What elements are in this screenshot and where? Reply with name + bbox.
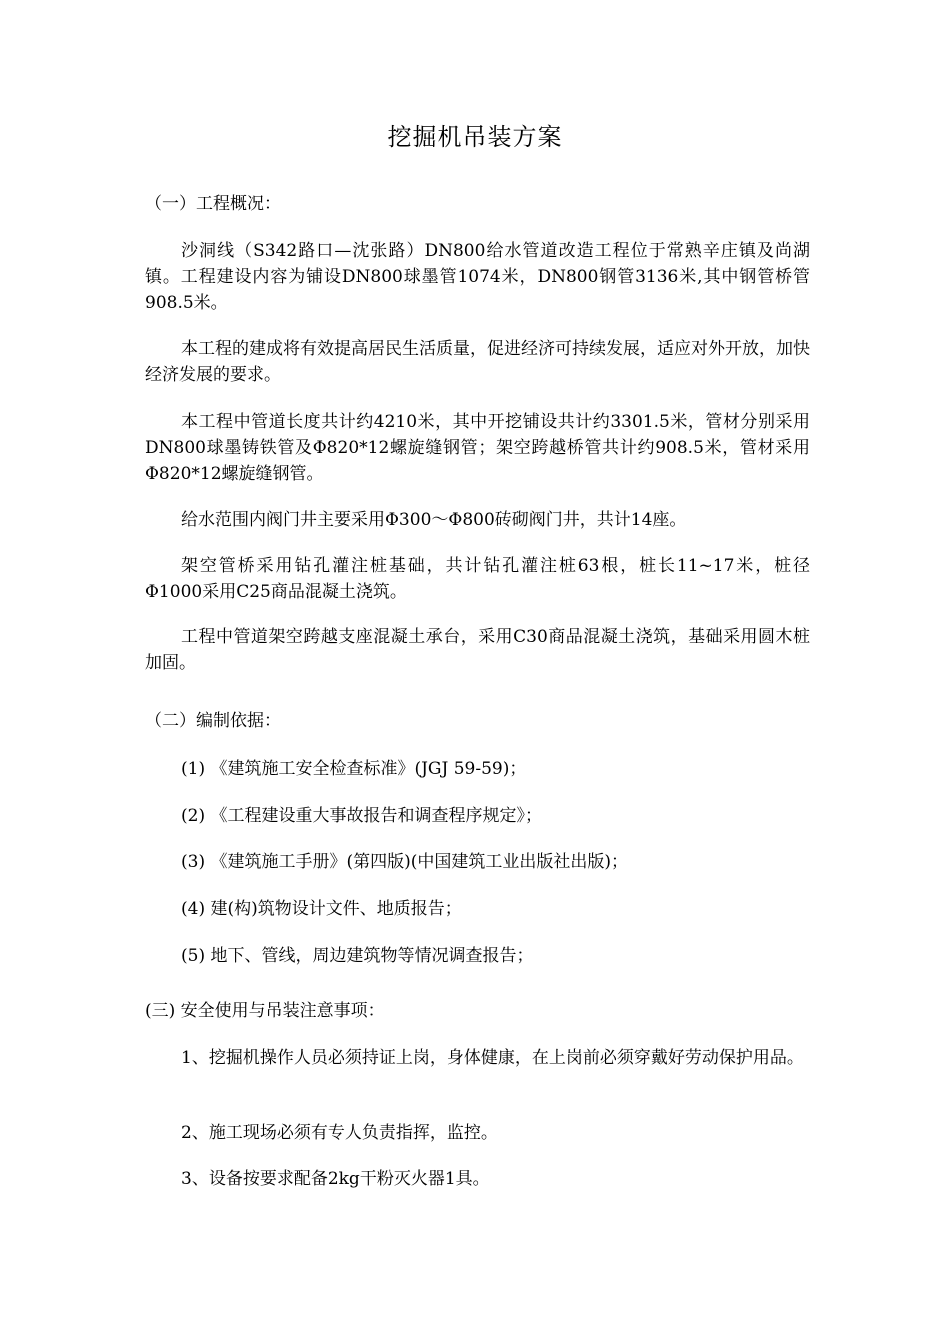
paragraph-project-location: 沙洞线（S342路口—沈张路）DN800给水管道改造工程位于常熟辛庄镇及尚湖镇。工程建设内容为铺设DN800球墨管1074米，DN800钢管3136米,其中钢管桥管908.5米。 bbox=[145, 241, 810, 313]
paragraph-pile-foundation: 架空管桥采用钻孔灌注桩基础，共计钻孔灌注桩63根，桩长11~17米，桩径Φ1000采用C25商品混凝土浇筑。 bbox=[145, 556, 810, 602]
paragraph-valve-wells: 给水范围内阀门井主要采用Φ300～Φ800砖砌阀门井，共计14座。 bbox=[181, 510, 687, 530]
paragraph-project-benefits: 本工程的建成将有效提高居民生活质量，促进经济可持续发展，适应对外开放，加快经济发展的要求。 bbox=[145, 339, 810, 385]
basis-list-item: (5) 地下、管线，周边建筑物等情况调查报告； bbox=[181, 946, 534, 966]
paragraph-pipeline-length: 本工程中管道长度共计约4210米，其中开挖铺设共计约3301.5米，管材分别采用DN800球墨铸铁管及Φ820*12螺旋缝钢管；架空跨越桥管共计约908.5米，管材采用Φ820*12螺旋缝钢管。 bbox=[145, 412, 810, 484]
basis-list-item: (4) 建(构)筑物设计文件、地质报告； bbox=[181, 899, 462, 919]
basis-list-item: (2) 《工程建设重大事故报告和调查程序规定》； bbox=[181, 806, 542, 826]
basis-list-item: (1) 《建筑施工安全检查标准》(JGJ 59-59)； bbox=[181, 759, 527, 779]
basis-list-item: (3) 《建筑施工手册》(第四版)(中国建筑工业出版社出版)； bbox=[181, 852, 629, 872]
paragraph-bearing-platform: 工程中管道架空跨越支座混凝土承台，采用C30商品混凝土浇筑，基础采用圆木桩加固。 bbox=[145, 627, 810, 673]
section-heading-safety: (三) 安全使用与吊装注意事项： bbox=[145, 1001, 385, 1021]
section-heading-overview: （一）工程概况： bbox=[145, 194, 281, 214]
paragraph-safety-supervision: 2、施工现场必须有专人负责指挥，监控。 bbox=[181, 1123, 498, 1143]
section-heading-basis: （二）编制依据： bbox=[145, 711, 281, 731]
paragraph-safety-extinguisher: 3、设备按要求配备2kg干粉灭火器1具。 bbox=[181, 1169, 490, 1189]
document-title: 挖掘机吊装方案 bbox=[387, 123, 563, 151]
paragraph-safety-operator: 1、挖掘机操作人员必须持证上岗，身体健康，在上岗前必须穿戴好劳动保护用品。 bbox=[181, 1048, 804, 1068]
